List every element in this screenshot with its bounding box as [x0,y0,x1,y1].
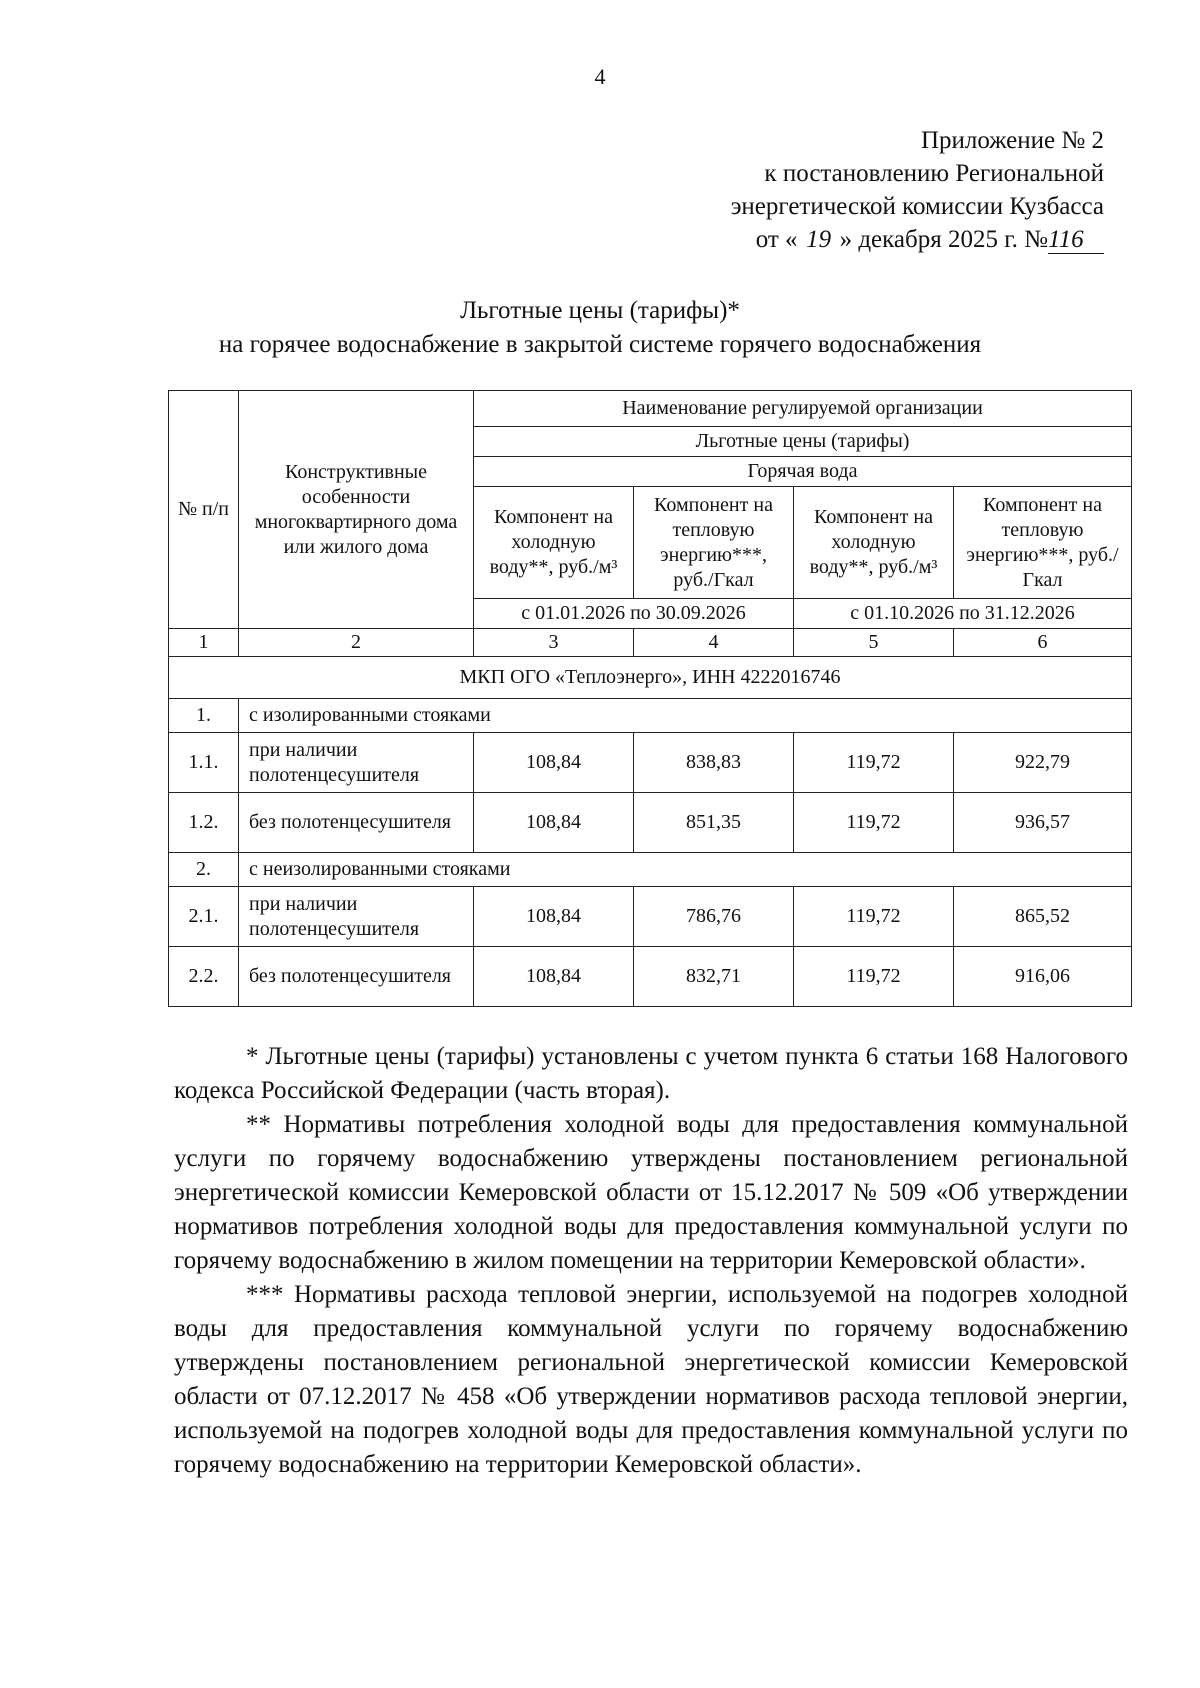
appendix-header [584,124,1104,256]
value-cold-period-1: 108,84 [474,733,634,793]
table-row [169,733,1132,793]
org-name: МКП ОГО «Теплоэнерго», ИНН 4222016746 [169,657,1132,699]
org-row [169,657,1132,699]
index-cell: 4 [634,629,794,657]
index-cell: 1 [169,629,239,657]
group-num: 1. [169,699,239,733]
header-feature: Конструктивные особенности многоквартирного дома или жилого дома [239,391,474,629]
appendix-line-2: к постановлению Региональной [764,160,1104,187]
header-period-2: с 01.10.2026 по 31.12.2026 [794,599,1132,629]
value-heat-period-1: 786,76 [634,887,794,947]
value-heat-period-2: 922,79 [954,733,1132,793]
index-row [169,629,1132,657]
page-number: 4 [594,64,606,89]
footnote-2: ** Нормативы потребления холодной воды для предоставления коммунальной услуги по горячему водоснабжению утверждены постановлением региональной энергетической комиссии Кемеровской области от 15.12.2017 № 509 «Об утверждении нормативов потребления холодной воды для предоставления коммунальной услуги по горячему водоснабжению в жилом помещении на территории Кемеровской области». [174,1111,1128,1274]
row-label: без полотенцесушителя [239,793,474,853]
value-heat-period-1: 838,83 [634,733,794,793]
title-line-2: на горячее водоснабжение в закрытой системе горячего водоснабжения [218,331,982,358]
title-line-1: Льготные цены (тарифы)* [460,297,740,324]
header-prices: Льготные цены (тарифы) [474,427,1132,457]
index-cell: 2 [239,629,474,657]
date-middle: » декабря 2025 г. № [839,226,1048,253]
value-cold-period-2: 119,72 [794,733,954,793]
header-org: Наименование регулируемой организации [474,391,1132,427]
table-row [169,947,1132,1007]
row-label: при наличии полотенцесушителя [239,733,474,793]
value-cold-period-2: 119,72 [794,793,954,853]
appendix-line-1: Приложение № 2 [920,127,1104,154]
index-cell: 3 [474,629,634,657]
footnotes [174,1040,1128,1482]
table-row [169,793,1132,853]
value-cold-period-1: 108,84 [474,947,634,1007]
row-label: без полотенцесушителя [239,947,474,1007]
header-comp-heat-1: Компонент на тепловую энергию***, руб./Гкал [634,487,794,599]
header-comp-cold-1: Компонент на холодную воду**, руб./м³ [474,487,634,599]
header-comp-cold-2: Компонент на холодную воду**, руб./м³ [794,487,954,599]
footnote-3: *** Нормативы расхода тепловой энергии, используемой на подогрев холодной воды для предоставления коммунальной услуги по горячему водоснабжению утверждены постановлением региональной энергетической комиссии Кемеровской области от 07.12.2017 № 458 «Об утверждении нормативов расхода тепловой энергии, используемой на подогрев холодной воды для предоставления коммунальной услуги по горячему водоснабжению на территории Кемеровской области». [174,1281,1128,1478]
header-period-1: с 01.01.2026 по 30.09.2026 [474,599,794,629]
tariffs-table [168,390,1132,1007]
row-num: 2.1. [169,887,239,947]
index-cell: 5 [794,629,954,657]
appendix-date-line [584,223,1104,256]
date-day-handwritten: 19 [806,226,832,253]
index-cell: 6 [954,629,1132,657]
header-comp-heat-2: Компонент на тепловую энергию***, руб./Гкал [954,487,1132,599]
header-hot-water: Горячая вода [474,457,1132,487]
doc-number-handwritten: 116 [1048,227,1104,254]
value-heat-period-2: 936,57 [954,793,1132,853]
group-row [169,699,1132,733]
date-prefix: от « [755,226,798,253]
group-label: с неизолированными стояками [239,853,1132,887]
group-num: 2. [169,853,239,887]
value-cold-period-2: 119,72 [794,947,954,1007]
row-num: 1.2. [169,793,239,853]
row-label: при наличии полотенцесушителя [239,887,474,947]
value-heat-period-1: 832,71 [634,947,794,1007]
value-cold-period-1: 108,84 [474,793,634,853]
footnote-1: * Льготные цены (тарифы) установлены с учетом пункта 6 статьи 168 Налогового кодекса Российской Федерации (часть вторая). [174,1043,1128,1104]
table-row [169,887,1132,947]
value-heat-period-2: 916,06 [954,947,1132,1007]
value-cold-period-2: 119,72 [794,887,954,947]
value-heat-period-2: 865,52 [954,887,1132,947]
row-num: 1.1. [169,733,239,793]
row-num: 2.2. [169,947,239,1007]
group-row [169,853,1132,887]
group-label: с изолированными стояками [239,699,1132,733]
header-num: № п/п [169,391,239,629]
value-heat-period-1: 851,35 [634,793,794,853]
appendix-line-3: энергетической комиссии Кузбасса [730,193,1104,220]
header-row-1 [169,391,1132,427]
value-cold-period-1: 108,84 [474,887,634,947]
document-title [0,294,1200,362]
